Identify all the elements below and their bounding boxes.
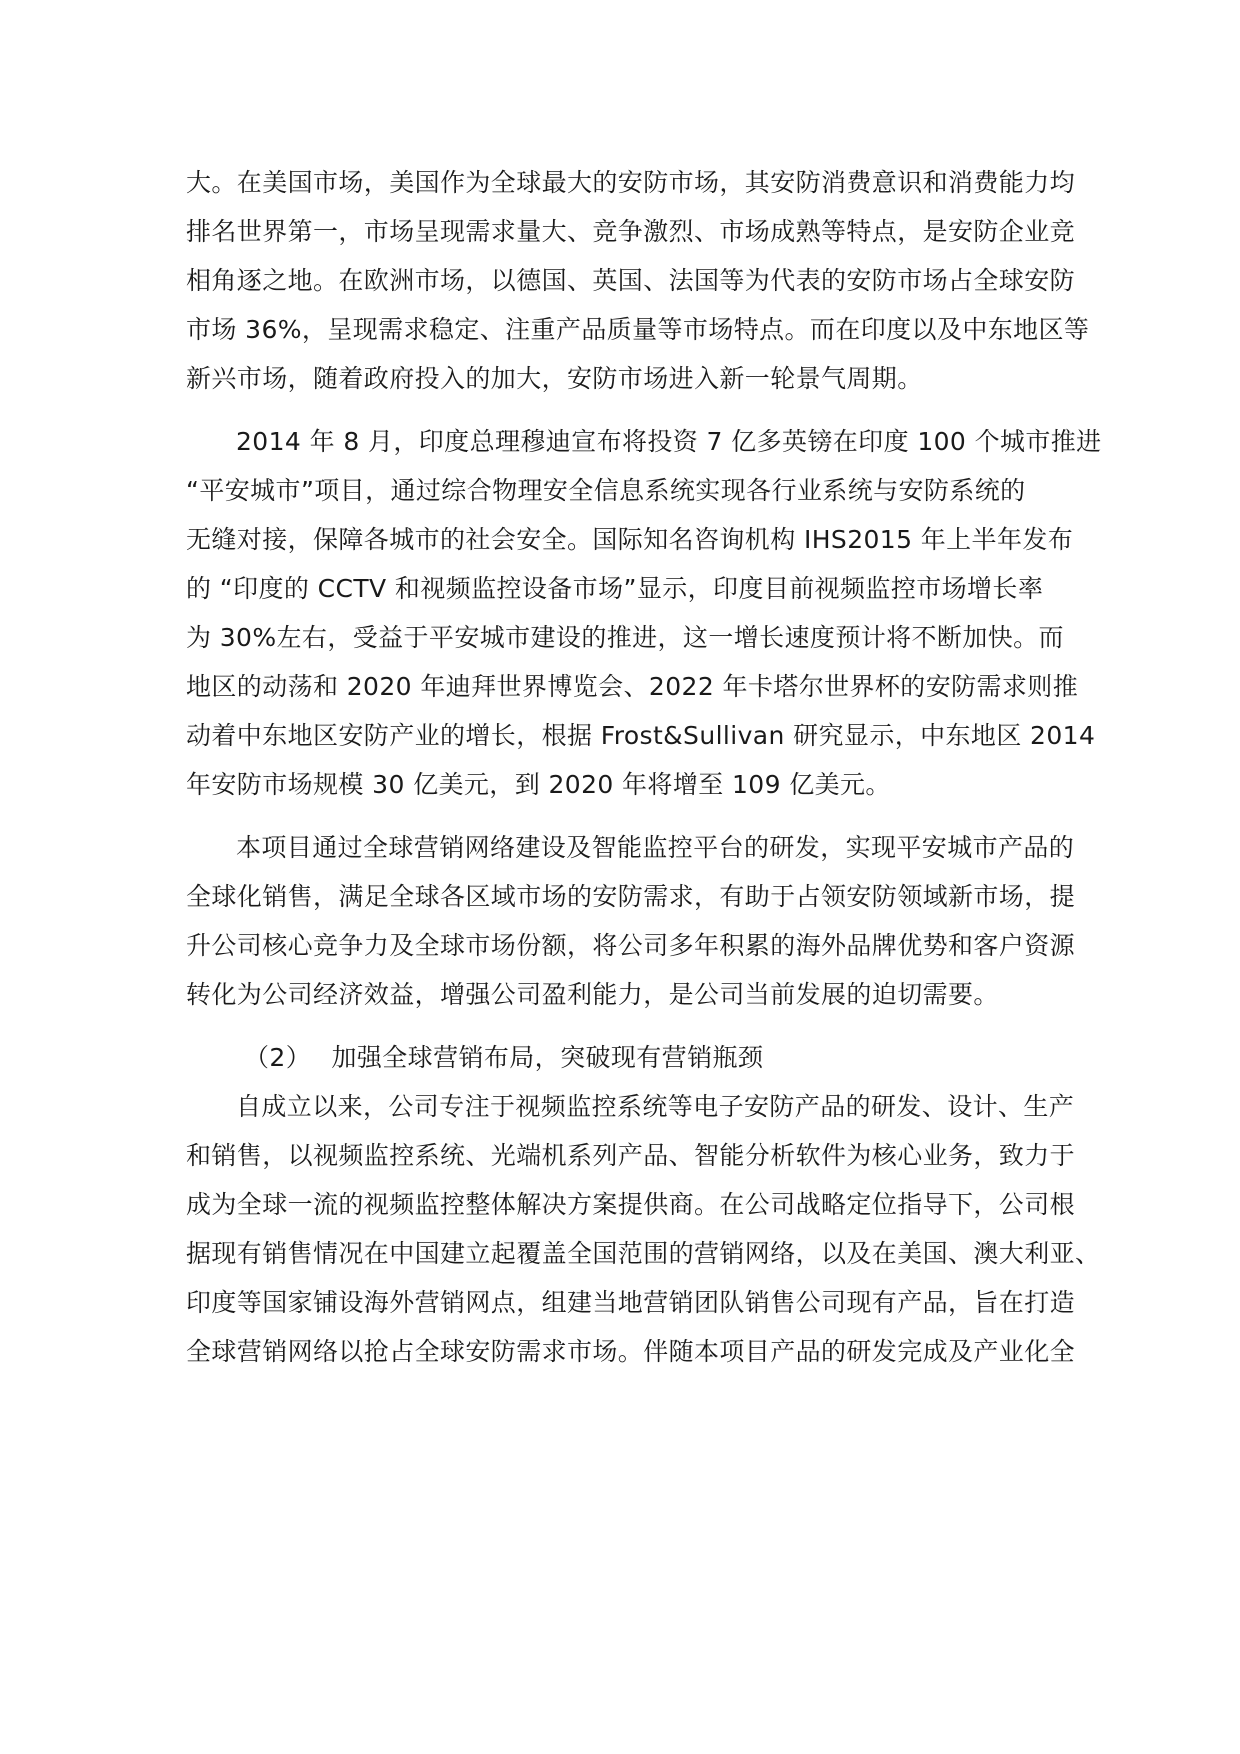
text-line: 大。在美国市场，美国作为全球最大的安防市场，其安防消费意识和消费能力均: [186, 168, 1076, 197]
text-line: “平安城市”项目，通过综合物理安全信息系统实现各行业系统与安防系统的: [186, 476, 1026, 505]
text-line: 动着中东地区安防产业的增长，根据 Frost&Sullivan 研究显示，中东地区 2014: [186, 721, 1096, 750]
paragraph-project-significance: [186, 823, 1076, 1019]
text-line: 为 30%左右，受益于平安城市建设的推进，这一增长速度预计将不断加快。而: [186, 623, 1064, 652]
text-line: 相角逐之地。在欧洲市场，以德国、英国、法国等为代表的安防市场占全球安防: [186, 266, 1076, 295]
document-body: [186, 158, 1102, 1376]
text-line: 新兴市场，随着政府投入的加大，安防市场进入新一轮景气周期。: [186, 364, 923, 393]
text-line: 年安防市场规模 30 亿美元，到 2020 年将增至 109 亿美元。: [186, 770, 891, 799]
text-line: 无缝对接，保障各城市的社会安全。国际知名咨询机构 IHS2015 年上半年发布: [186, 525, 1074, 554]
text-line: 市场 36%，呈现需求稳定、注重产品质量等市场特点。而在印度以及中东地区等: [186, 315, 1090, 344]
text-line: 转化为公司经济效益，增强公司盈利能力，是公司当前发展的迫切需要。: [186, 980, 999, 1009]
paragraph-company-background: [186, 1082, 1101, 1376]
text-line: 2014 年 8 月，印度总理穆迪宣布将投资 7 亿多英镑在印度 100 个城市推进: [236, 427, 1102, 456]
text-line: 成为全球一流的视频监控整体解决方案提供商。在公司战略定位指导下，公司根: [186, 1190, 1076, 1219]
section-heading: [186, 1033, 1066, 1082]
text-line: 地区的动荡和 2020 年迪拜世界博览会、2022 年卡塔尔世界杯的安防需求则推: [186, 672, 1079, 701]
text-line: 升公司核心竞争力及全球市场份额，将公司多年积累的海外品牌优势和客户资源: [186, 931, 1076, 960]
text-line: 的 “印度的 CCTV 和视频监控设备市场”显示，印度目前视频监控市场增长率: [186, 574, 1044, 603]
text-line: 全球营销网络以抢占全球安防需求市场。伴随本项目产品的研发完成及产业化全: [186, 1337, 1076, 1366]
heading-title: 加强全球营销布局，突破现有营销瓶颈: [331, 1043, 764, 1072]
paragraph-india-middle-east: [186, 417, 1102, 809]
paragraph-market-overview: [186, 158, 1090, 403]
text-line: 本项目通过全球营销网络建设及智能监控平台的研发，实现平安城市产品的: [236, 833, 1075, 862]
text-line: 印度等国家铺设海外营销网点，组建当地营销团队销售公司现有产品，旨在打造: [186, 1288, 1076, 1317]
text-line: 自成立以来，公司专注于视频监控系统等电子安防产品的研发、设计、生产: [236, 1092, 1075, 1121]
heading-number: （2）: [244, 1043, 312, 1072]
text-line: 全球化销售，满足全球各区域市场的安防需求，有助于占领安防领域新市场，提: [186, 882, 1076, 911]
text-line: 排名世界第一，市场呈现需求量大、竞争激烈、市场成熟等特点，是安防企业竞: [186, 217, 1076, 246]
text-line: 据现有销售情况在中国建立起覆盖全国范围的营销网络，以及在美国、澳大利亚、: [186, 1239, 1101, 1268]
text-line: 和销售，以视频监控系统、光端机系列产品、智能分析软件为核心业务，致力于: [186, 1141, 1076, 1170]
